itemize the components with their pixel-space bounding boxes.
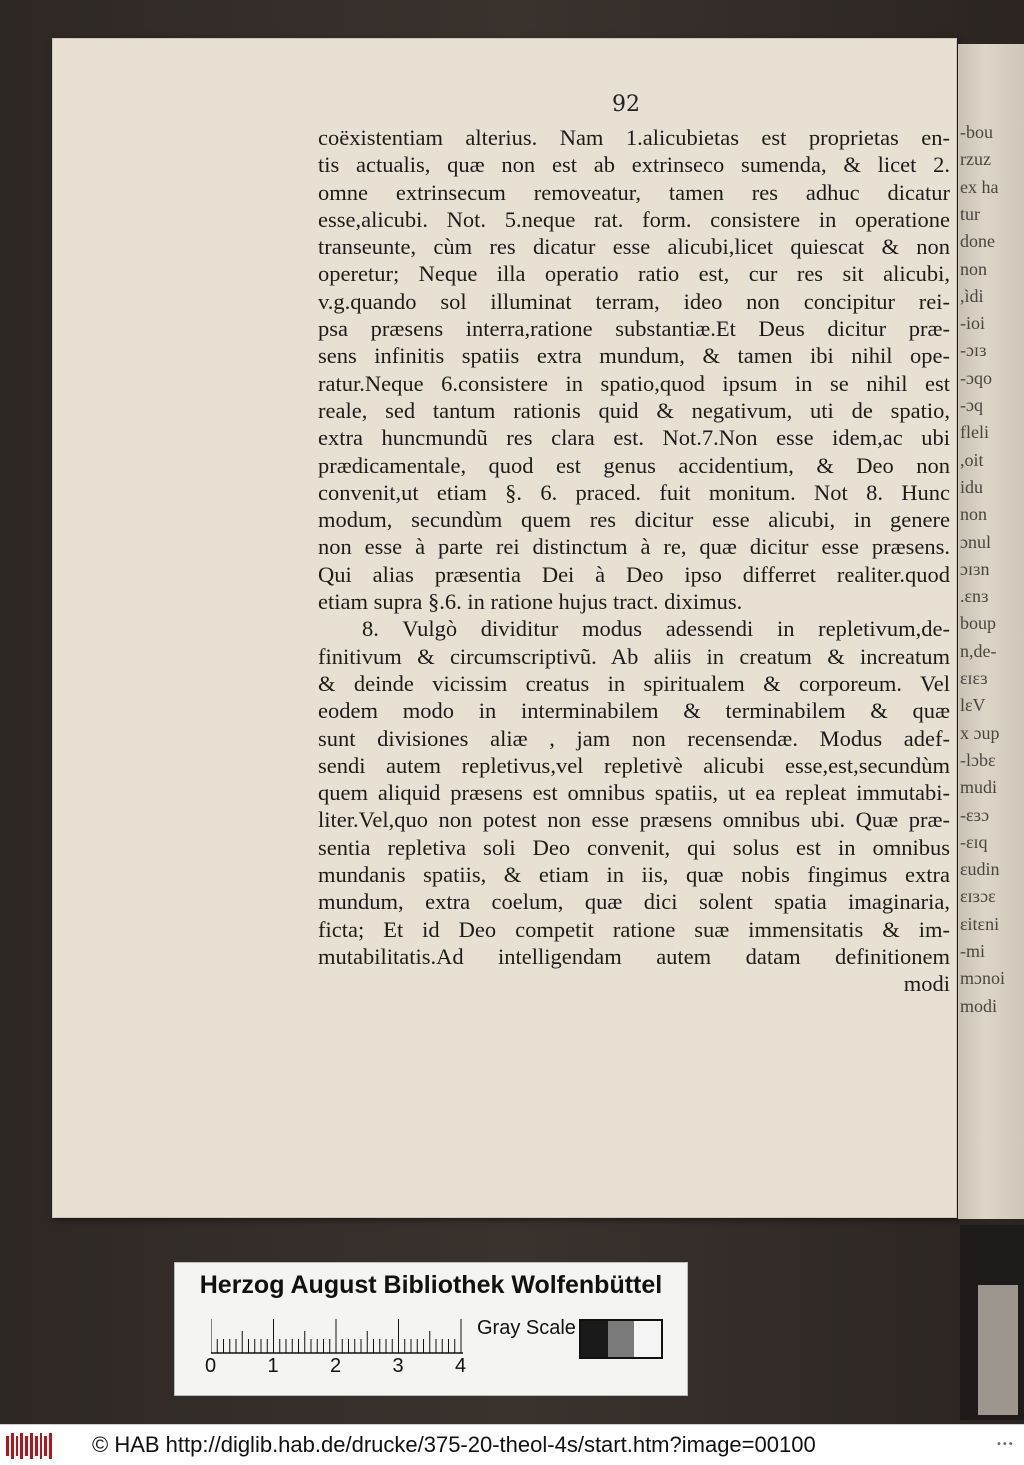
logo-bar: [40, 1433, 43, 1459]
text-line: ratur.Neque 6.consistere in spatio,quod ipsum in se nihil est: [318, 370, 950, 396]
text-line: ficta; Et id Deo competit ratione suæ immensitatis & im-: [318, 916, 950, 942]
gray-scale-patches: [579, 1319, 663, 1359]
text-line: convenit,ut etiam §. 6. praced. fuit monitum. Not 8. Hunc: [318, 479, 950, 505]
text-line: transeunte, cùm res dicatur esse alicubi,licet quiescat & non: [318, 234, 950, 260]
ruler-number: 2: [330, 1355, 342, 1377]
ruler-scale: [211, 1317, 471, 1357]
copyright-url[interactable]: © HAB http://diglib.hab.de/drucke/375-20-theol-4s/start.htm?image=00100: [92, 1432, 816, 1457]
text-line: sendi autem repletivus,vel repletivè alicubi esse,est,secundùm: [318, 752, 950, 778]
adjacent-page-fragment: fleli: [960, 422, 989, 443]
adjacent-page-fragment: rzuz: [960, 149, 991, 170]
viewer-footer: [0, 1424, 1024, 1465]
text-line: esse,alicubi. Not. 5.neque rat. form. consistere in operatione: [318, 206, 950, 232]
text-line: finitivum & circumscriptivũ. Ab aliis in creatum & increatum: [318, 643, 950, 669]
logo-bar: [6, 1436, 9, 1456]
adjacent-page-fragment: mudi: [960, 777, 998, 798]
text-line: mundum, extra coelum, quæ dici solent spatia imaginaria,: [318, 889, 950, 915]
text-line: sentia repletiva soli Deo convenit, qui solus est in omnibus: [318, 834, 950, 860]
page-text-block: [318, 124, 950, 998]
text-line: etiam supra §.6. in ratione hujus tract. diximus.: [318, 589, 743, 615]
ruler-number: 0: [205, 1355, 217, 1377]
text-line: operetur; Neque illa operatio ratio est, cur res sit alicubi,: [318, 261, 950, 287]
text-line: modi: [903, 971, 950, 997]
adjacent-page-fragment: -ɔq: [960, 395, 983, 415]
adjacent-page-fragment: ɛɪɜɔɛ: [960, 886, 996, 907]
text-line: liter.Vel,quo non potest non esse præsens omnibus ubi. Quæ præ-: [318, 807, 950, 833]
text-line: Qui alias præsentia Dei à Deo ipso differret realiter.quod: [318, 561, 950, 587]
logo-bar: [11, 1433, 14, 1459]
text-line: omne extrinsecum removeatur, tamen res adhuc dicatur: [318, 179, 950, 205]
adjacent-page-fragment: done: [960, 231, 995, 252]
text-line: eodem modo in interminabilem & terminabilem & quæ: [318, 698, 950, 724]
text-line: non esse à parte rei distinctum à re, quæ dicitur esse præsens.: [318, 534, 950, 560]
adjacent-page-fragment: non: [960, 504, 987, 525]
text-line: & deinde vicissim creatus in spiritualem & corporeum. Vel: [318, 670, 950, 696]
text-line: tis actualis, quæ non est ab extrinseco sumenda, & licet 2.: [318, 152, 950, 178]
text-line: quem aliquid præsens est omnibus spatiis, ut ea repleat immutabi-: [318, 780, 950, 806]
text-line: sens infinitis spatiis extra mundum, & tamen ibi nihil ope-: [318, 343, 950, 369]
adjacent-page-fragment: .ɛnɜ: [960, 586, 989, 607]
adjacent-page-fragment: non: [960, 258, 987, 279]
adjacent-page-fragment: -ɛɪq: [960, 831, 988, 852]
adjacent-page-fragment: n,de-: [960, 640, 997, 661]
book-tab: [978, 1285, 1018, 1415]
library-name: Herzog August Bibliothek Wolfenbüttel: [199, 1271, 663, 1299]
adjacent-page-fragment: boup: [960, 613, 996, 634]
adjacent-page-fragment: -ɔɪɜ: [960, 340, 987, 361]
gray-scale-label: Gray Scale: [477, 1317, 576, 1339]
text-line: coëxistentiam alterius. Nam 1.alicubietas est proprietas en-: [318, 125, 950, 150]
text-line: reale, sed tantum rationis quid & negativum, uti de spatio,: [318, 397, 950, 423]
adjacent-page-fragment: ɔnul: [960, 531, 991, 552]
logo-bar: [49, 1433, 52, 1459]
scan-edge-strip: [960, 1225, 1024, 1420]
adjacent-page-fragment: -mi: [960, 941, 985, 961]
logo-bar: [44, 1436, 47, 1456]
gray-patch: [634, 1321, 661, 1357]
adjacent-page-fragment: mɔnoi: [960, 968, 1005, 989]
logo-bar: [35, 1436, 38, 1456]
library-scale-card: [174, 1262, 688, 1396]
logo-bar: [16, 1436, 19, 1456]
text-line: v.g.quando sol illuminat terram, ideo non concipitur rei-: [318, 288, 950, 314]
adjacent-page-fragment: idu: [960, 476, 984, 497]
logo-bar: [30, 1433, 33, 1459]
adjacent-page-edge: [958, 44, 1024, 1219]
adjacent-page-fragment: tur: [960, 203, 980, 224]
ruler-number: 1: [267, 1355, 279, 1377]
adjacent-page-fragment: ,ìdi: [960, 285, 984, 306]
adjacent-page-fragment: ɛudin: [960, 859, 1000, 880]
ruler-numbers: [205, 1355, 505, 1381]
adjacent-page-fragment: ɛɪɛɜ: [960, 668, 988, 688]
hab-logo-icon: [6, 1433, 52, 1459]
text-line: mutabilitatis.Ad intelligendam autem datam definitionem: [318, 943, 950, 969]
more-icon[interactable]: •••: [996, 1439, 1014, 1450]
adjacent-page-fragment: ex ha: [960, 176, 999, 197]
adjacent-page-fragment: ɔɪɜn: [960, 558, 990, 579]
logo-bar: [20, 1433, 23, 1459]
adjacent-page-fragment: ɛitɛni: [960, 913, 1000, 934]
gray-patch: [608, 1321, 635, 1357]
text-line: mundanis spatiis, & etiam in iis, quæ nobis fingimus extra: [318, 862, 950, 888]
page-number: 92: [612, 92, 640, 117]
text-line: prædicamentale, quod est genus accidentium, & Deo non: [318, 452, 950, 478]
adjacent-page-fragment: -ɛɜɔ: [960, 804, 990, 825]
text-line: modum, secundùm quem res dicitur esse alicubi, in genere: [318, 507, 950, 533]
adjacent-page-fragment: -ioi: [960, 313, 985, 334]
adjacent-page-fragment: x ɔup: [960, 722, 1000, 743]
adjacent-page-fragment: -ɔqo: [960, 367, 992, 388]
text-line: extra huncmundũ res clara est. Not.7.Non esse idem,ac ubi: [318, 425, 950, 451]
text-line: sunt divisiones aliæ , jam non recensendæ. Modus adef-: [318, 725, 950, 751]
adjacent-page-fragment: -lɔbɛ: [960, 749, 996, 770]
ruler-number: 3: [392, 1355, 404, 1377]
adjacent-page-fragment: ,oit: [960, 449, 984, 470]
text-line: 8. Vulgò dividitur modus adessendi in repletivum,de-: [362, 616, 950, 642]
adjacent-page-fragment: modi: [960, 995, 998, 1016]
text-line: psa præsens interra,ratione substantiæ.Et Deus dicitur præ-: [318, 316, 950, 342]
adjacent-page-fragment: -bou: [960, 122, 993, 142]
ruler-number: 4: [455, 1355, 467, 1377]
gray-patch: [581, 1321, 608, 1357]
adjacent-page-fragment: lɛV: [960, 695, 986, 716]
logo-bar: [25, 1436, 28, 1456]
